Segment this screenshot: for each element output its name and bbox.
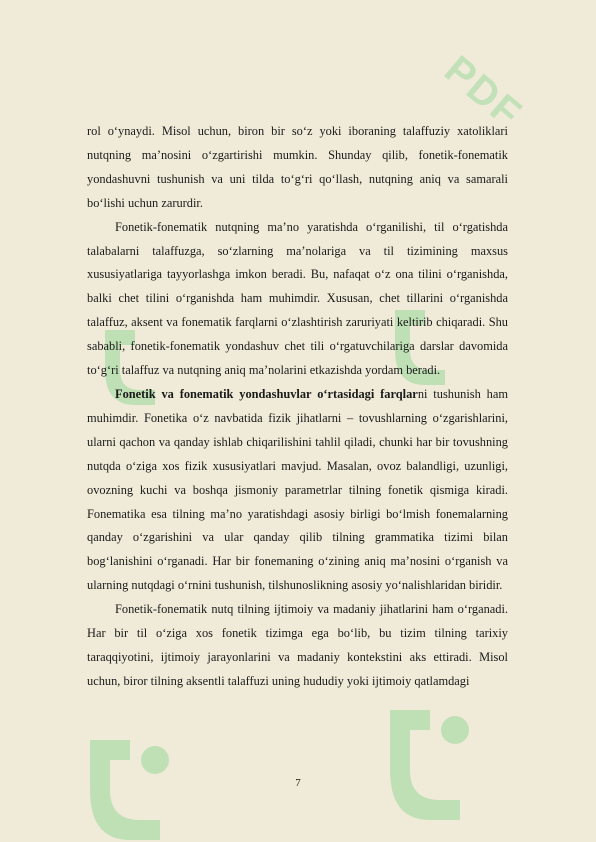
page-number: 7 — [295, 777, 301, 789]
paragraph-3-text: ni tushunish ham muhimdir. Fonetika o‘z navbatida fizik jihatlarni – tovushlarning o‘zgarishlarini, ularni qachon va qanday ishlab chiqarilishini tahlil qiladi, chunki har bir tovushning nutqda o‘ziga xos fizik xususiyatlari mavjud. Masalan, ovoz balandligi, uzunligi, ovozning kuchi va boshqa jismoniy parametrlar tilning fonetik qismiga kiradi. Fonematika esa tilning ma’no yaratishdagi asosiy birligi bo‘lmish fonemalarning qanday o‘zgarishini va ular qanday qilib tilning grammatika tizimi bilan bog‘lanishini o‘rganadi. Har bir fonemaning o‘zining aniq ma’nosini o‘rganish va ularning nutqdagi o‘rnini tushunish, tilshunoslikning asosiy yo‘nalishlaridan biridir. — [87, 386, 508, 593]
paragraph-3 — [87, 383, 508, 598]
paragraph-2: Fonetik-fonematik nutqning ma’no yaratishda o‘rganilishi, til o‘rgatishda talabalarni talaffuzga, so‘zlarning ma’nolariga va til tizimining maxsus xususiyatlariga tayyorlashga imkon beradi. Bu, nafaqat o‘z ona tilini o‘rganishda, balki chet tilini o‘rganishda ham muhimdir. Xususan, chet tillarini o‘rganishda talaffuz, aksent va fonematik farqlarni o‘zlashtirish zaruriyati keltirib chiqaradi. Shu sababli, fonetik-fonematik yondashuv chet tili o‘rgatuvchilariga darslar davomida to‘g‘ri talaffuz va nutqning aniq ma’nolarini etkazishda yordam beradi. — [87, 219, 508, 378]
paragraph-4: Fonetik-fonematik nutq tilning ijtimoiy va madaniy jihatlarini ham o‘rganadi. Har bir til o‘ziga xos fonetik tizimga ega bo‘lib, bu tizim tilning tarixiy taraqqiyotini, ijtimoiy jarayonlarini va madaniy kontekstini aks ettiradi. Misol uchun, biror tilning aksentli talaffuzi uning hududiy yoki ijtimoiy qatlamdagi — [87, 602, 508, 688]
watermark-text-top: PDF — [436, 47, 531, 137]
document-body — [87, 120, 508, 694]
paragraph-3-bold-lead: Fonetik va fonematik yondashuvlar o‘rtasidagi farqlar — [115, 386, 418, 401]
watermark-logo-right — [370, 700, 490, 842]
paragraph-1: rol o‘ynaydi. Misol uchun, biron bir so‘z yoki iboraning talaffuziy xatoliklari nutqning ma’nosini o‘zgartirishi mumkin. Shunday qilib, fonetik-fonematik yondashuvni tushunish va uni tilda to‘g‘ri qo‘llash, nutqning aniq va samarali bo‘lishi uchun zarurdir. — [87, 124, 508, 210]
